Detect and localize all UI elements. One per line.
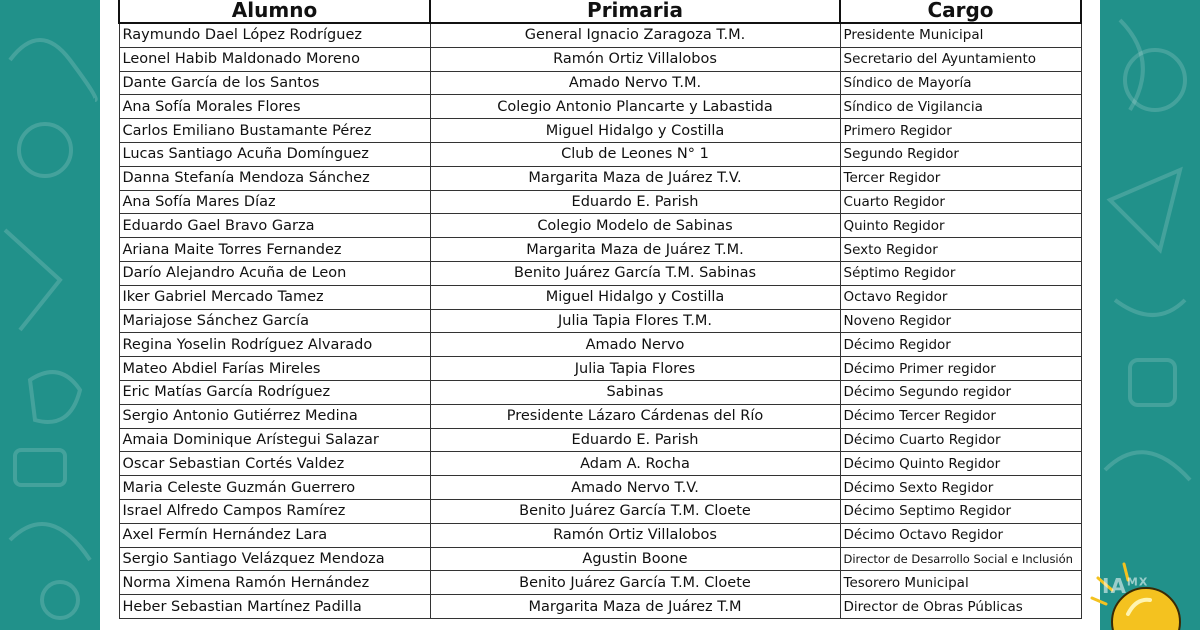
student-name-cell: Ana Sofía Mares Díaz [119,190,430,214]
table-row [119,499,1081,523]
school-cell: Benito Juárez García T.M. Cloete [430,571,840,595]
cargo-cell: Síndico de Mayoría [840,71,1081,95]
school-cell: Margarita Maza de Juárez T.M. [430,238,840,262]
school-cell: Ramón Ortiz Villalobos [430,523,840,547]
cargo-cell: Cuarto Regidor [840,190,1081,214]
table-row [119,47,1081,71]
table-row [119,238,1081,262]
table-row [119,404,1081,428]
cargo-cell: Décimo Quinto Regidor [840,452,1081,476]
table-row [119,166,1081,190]
student-name-cell: Oscar Sebastian Cortés Valdez [119,452,430,476]
student-name-cell: Mariajose Sánchez García [119,309,430,333]
cargo-cell: Décimo Septimo Regidor [840,499,1081,523]
table-row [119,285,1081,309]
table-row [119,452,1081,476]
school-cell: Agustin Boone [430,547,840,571]
right-decorative-panel [1100,0,1200,630]
column-header-alumno: Alumno [119,0,430,23]
student-name-cell: Sergio Santiago Velázquez Mendoza [119,547,430,571]
student-name-cell: Regina Yoselin Rodríguez Alvarado [119,333,430,357]
student-name-cell: Heber Sebastian Martínez Padilla [119,595,430,619]
school-cell: Adam A. Rocha [430,452,840,476]
student-name-cell: Eric Matías García Rodríguez [119,380,430,404]
cargo-cell: Secretario del Ayuntamiento [840,47,1081,71]
student-name-cell: Raymundo Dael López Rodríguez [119,23,430,47]
document-sheet [100,0,1100,630]
table-row [119,571,1081,595]
cargo-cell: Octavo Regidor [840,285,1081,309]
school-cell: Miguel Hidalgo y Costilla [430,285,840,309]
doodle-pattern-left [0,0,100,630]
school-cell: Julia Tapia Flores [430,357,840,381]
student-name-cell: Axel Fermín Hernández Lara [119,523,430,547]
table-row [119,380,1081,404]
cargo-cell: Décimo Primer regidor [840,357,1081,381]
table-row [119,428,1081,452]
school-cell: Colegio Modelo de Sabinas [430,214,840,238]
doodle-pattern-right [1100,0,1200,630]
school-cell: Miguel Hidalgo y Costilla [430,119,840,143]
school-cell: Sabinas [430,380,840,404]
left-decorative-panel [0,0,100,630]
student-name-cell: Leonel Habib Maldonado Moreno [119,47,430,71]
logo-text: IA [1102,574,1127,598]
student-name-cell: Carlos Emiliano Bustamante Pérez [119,119,430,143]
cargo-cell: Quinto Regidor [840,214,1081,238]
student-name-cell: Lucas Santiago Acuña Domínguez [119,142,430,166]
student-name-cell: Ariana Maite Torres Fernandez [119,238,430,262]
school-cell: Benito Juárez García T.M. Cloete [430,499,840,523]
table-row [119,523,1081,547]
school-cell: Eduardo E. Parish [430,428,840,452]
table-row [119,71,1081,95]
cargo-cell: Noveno Regidor [840,309,1081,333]
cargo-cell: Décimo Segundo regidor [840,380,1081,404]
cargo-cell: Segundo Regidor [840,142,1081,166]
table-row [119,142,1081,166]
school-cell: Julia Tapia Flores T.M. [430,309,840,333]
column-header-primaria: Primaria [430,0,840,23]
cargo-cell: Décimo Regidor [840,333,1081,357]
school-cell: Amado Nervo [430,333,840,357]
column-header-cargo: Cargo [840,0,1081,23]
cargo-cell: Décimo Octavo Regidor [840,523,1081,547]
school-cell: Benito Juárez García T.M. Sabinas [430,261,840,285]
ia-mx-logo-text [1102,574,1148,598]
student-name-cell: Norma Ximena Ramón Hernández [119,571,430,595]
student-name-cell: Dante García de los Santos [119,71,430,95]
cargo-cell: Director de Desarrollo Social e Inclusión [840,547,1081,571]
table-row [119,595,1081,619]
student-name-cell: Ana Sofía Morales Flores [119,95,430,119]
school-cell: Colegio Antonio Plancarte y Labastida [430,95,840,119]
table-row [119,333,1081,357]
school-cell: General Ignacio Zaragoza T.M. [430,23,840,47]
student-name-cell: Maria Celeste Guzmán Guerrero [119,476,430,500]
cargo-cell: Décimo Tercer Regidor [840,404,1081,428]
student-name-cell: Israel Alfredo Campos Ramírez [119,499,430,523]
table-row [119,190,1081,214]
table-row [119,476,1081,500]
cargo-cell: Sexto Regidor [840,238,1081,262]
school-cell: Club de Leones N° 1 [430,142,840,166]
table-header-row [119,0,1081,23]
student-name-cell: Darío Alejandro Acuña de Leon [119,261,430,285]
table-row [119,23,1081,47]
table-row [119,357,1081,381]
cargo-cell: Síndico de Vigilancia [840,95,1081,119]
table-row [119,309,1081,333]
cargo-cell: Primero Regidor [840,119,1081,143]
cargo-cell: Director de Obras Públicas [840,595,1081,619]
table-row [119,214,1081,238]
cargo-cell: Décimo Sexto Regidor [840,476,1081,500]
table-row [119,95,1081,119]
student-name-cell: Iker Gabriel Mercado Tamez [119,285,430,309]
student-name-cell: Sergio Antonio Gutiérrez Medina [119,404,430,428]
cargo-cell: Presidente Municipal [840,23,1081,47]
logo-suffix: MX [1126,575,1149,589]
cargo-cell: Tercer Regidor [840,166,1081,190]
table-row [119,547,1081,571]
table-row [119,261,1081,285]
school-cell: Margarita Maza de Juárez T.M [430,595,840,619]
school-cell: Amado Nervo T.M. [430,71,840,95]
school-cell: Ramón Ortiz Villalobos [430,47,840,71]
cargo-cell: Séptimo Regidor [840,261,1081,285]
school-cell: Amado Nervo T.V. [430,476,840,500]
student-name-cell: Danna Stefanía Mendoza Sánchez [119,166,430,190]
table-row [119,119,1081,143]
school-cell: Eduardo E. Parish [430,190,840,214]
cargo-cell: Décimo Cuarto Regidor [840,428,1081,452]
student-name-cell: Mateo Abdiel Farías Mireles [119,357,430,381]
school-cell: Presidente Lázaro Cárdenas del Río [430,404,840,428]
student-roster-table [118,0,1082,619]
student-name-cell: Eduardo Gael Bravo Garza [119,214,430,238]
student-name-cell: Amaia Dominique Arístegui Salazar [119,428,430,452]
school-cell: Margarita Maza de Juárez T.V. [430,166,840,190]
cargo-cell: Tesorero Municipal [840,571,1081,595]
